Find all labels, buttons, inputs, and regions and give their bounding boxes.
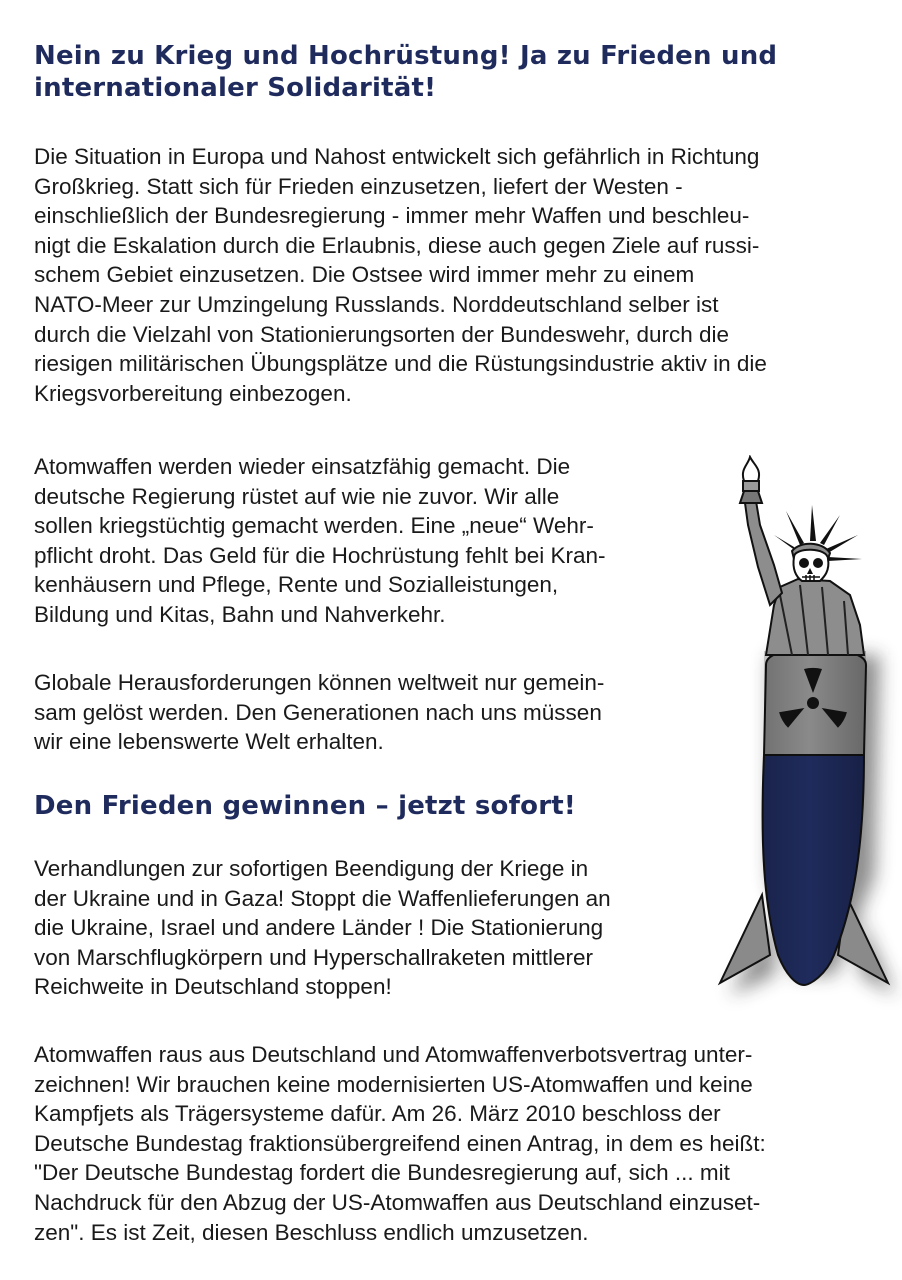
paragraph-atomwaffen: [34, 452, 714, 630]
text-line: riesigen militärischen Übungsplätze und die Rüstungsindustrie aktiv in die: [34, 351, 767, 377]
text-line: Deutsche Bundestag fraktionsübergreifend einen Antrag, in dem es heißt:: [34, 1130, 766, 1156]
text-line: Kriegsvorbereitung einbezogen.: [34, 380, 352, 406]
paragraph-verhandlungen: [34, 854, 724, 1002]
text-line: wir eine lebenswerte Welt erhalten.: [34, 729, 384, 755]
text-line: Reichweite in Deutschland stoppen!: [34, 974, 392, 1000]
paragraph-situation: [34, 142, 884, 408]
sub-heading: [34, 790, 714, 822]
heading-line: internationaler Solidarität!: [34, 73, 437, 103]
text-line: sam gelöst werden. Den Generationen nach uns müssen: [34, 699, 602, 725]
text-line: pflicht droht. Das Geld für die Hochrüstung fehlt bei Kran-: [34, 542, 606, 568]
paragraph-atomwaffen-raus: [34, 1040, 884, 1247]
main-heading: [34, 40, 864, 104]
text-line: zeichnen! Wir brauchen keine modernisierten US-Atomwaffen und keine: [34, 1071, 753, 1097]
text-line: nigt die Eskalation durch die Erlaubnis, diese auch gegen Ziele auf russi-: [34, 232, 760, 258]
text-line: die Ukraine, Israel und andere Länder ! Die Stationierung: [34, 915, 604, 941]
text-line: Großkrieg. Statt sich für Frieden einzusetzen, liefert der Westen -: [34, 173, 683, 199]
text-line: Nachdruck für den Abzug der US-Atomwaffen aus Deutschland einzuset-: [34, 1189, 761, 1215]
text-line: deutsche Regierung rüstet auf wie nie zuvor. Wir alle: [34, 483, 560, 509]
text-line: sollen kriegstüchtig gemacht werden. Eine „neue“ Wehr-: [34, 513, 594, 539]
text-line: einschließlich der Bundesregierung - immer mehr Waffen und beschleu-: [34, 203, 750, 229]
paragraph-global: [34, 668, 714, 757]
text-line: Atomwaffen raus aus Deutschland und Atomwaffenverbotsvertrag unter-: [34, 1042, 753, 1067]
text-line: Die Situation in Europa und Nahost entwickelt sich gefährlich in Richtung: [34, 144, 760, 169]
statue-arm: [745, 501, 782, 605]
text-line: zen". Es ist Zeit, diesen Beschluss endlich umzusetzen.: [34, 1219, 589, 1245]
text-line: von Marschflugkörpern und Hyperschallraketen mittlerer: [34, 944, 593, 970]
text-line: der Ukraine und in Gaza! Stoppt die Waffenlieferungen an: [34, 885, 611, 911]
text-line: "Der Deutsche Bundestag fordert die Bundesregierung auf, sich ... mit: [34, 1160, 730, 1186]
text-line: kenhäusern und Pflege, Rente und Sozialleistungen,: [34, 572, 559, 598]
heading-line: Den Frieden gewinnen – jetzt sofort!: [34, 791, 576, 821]
text-line: Bildung und Kitas, Bahn und Nahverkehr.: [34, 601, 446, 627]
text-line: durch die Vielzahl von Stationierungsorten der Bundeswehr, durch die: [34, 321, 730, 347]
text-line: Atomwaffen werden wieder einsatzfähig gemacht. Die: [34, 454, 571, 479]
text-line: Verhandlungen zur sofortigen Beendigung der Kriege in: [34, 856, 589, 881]
skull-icon: [793, 550, 828, 581]
heading-line: Nein zu Krieg und Hochrüstung! Ja zu Frieden und: [34, 41, 778, 71]
torch-icon: [740, 457, 762, 503]
statue-of-liberty-skull-nuclear-bomb-icon: [700, 455, 902, 1015]
text-line: Kampfjets als Trägersysteme dafür. Am 26. März 2010 beschloss der: [34, 1101, 721, 1127]
text-line: NATO-Meer zur Umzingelung Russlands. Norddeutschland selber ist: [34, 291, 719, 317]
text-line: schem Gebiet einzusetzen. Die Ostsee wird immer mehr zu einem: [34, 262, 695, 288]
text-line: Globale Herausforderungen können weltweit nur gemein-: [34, 670, 605, 695]
